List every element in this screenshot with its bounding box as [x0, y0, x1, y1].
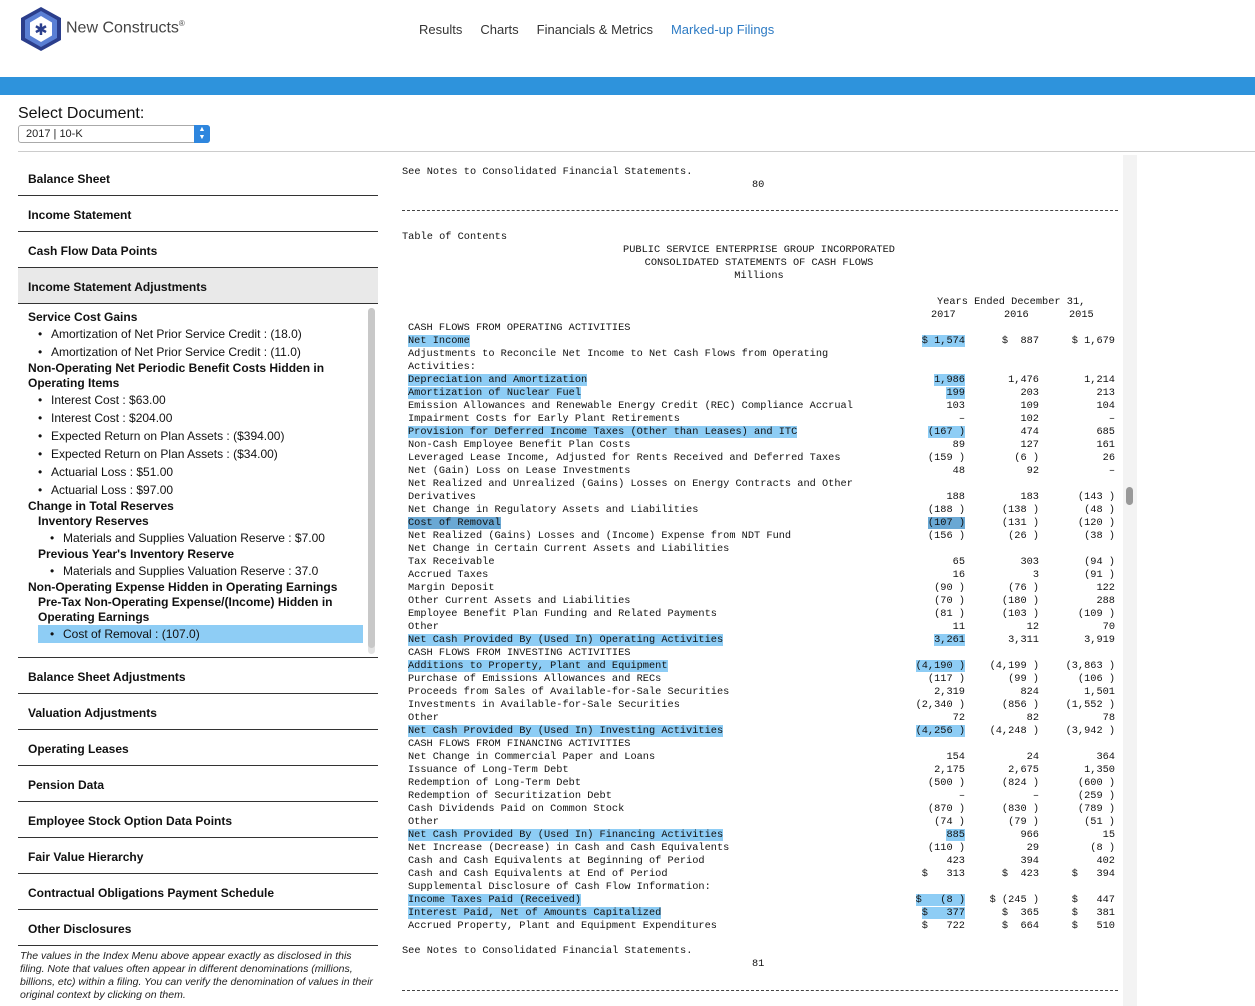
statement-value: 1,214: [1084, 374, 1115, 386]
statement-row-label: Other: [408, 712, 439, 724]
section-valuation-adjustments[interactable]: Valuation Adjustments: [18, 694, 378, 730]
company-name: PUBLIC SERVICE ENTERPRISE GROUP INCORPORATED: [623, 244, 895, 256]
statement-row-label: Derivatives: [408, 491, 476, 503]
section-fair-value-hierarchy[interactable]: Fair Value Hierarchy: [18, 838, 378, 874]
sub-item[interactable]: • Interest Cost : $63.00: [18, 391, 378, 409]
statement-value: (131 ): [1001, 517, 1039, 529]
statement-value: (870 ): [927, 803, 965, 815]
statement-row-label: Supplemental Disclosure of Cash Flow Information:: [408, 881, 711, 893]
statement-row-label[interactable]: Additions to Property, Plant and Equipment: [408, 660, 668, 672]
see-notes-text: See Notes to Consolidated Financial Statements.: [402, 166, 693, 178]
section-income-statement[interactable]: Income Statement: [18, 196, 378, 232]
subpanel-scrollbar-thumb[interactable]: [368, 308, 375, 648]
years-header: Years Ended December 31,: [937, 296, 1086, 308]
statement-row-label: Cash Dividends Paid on Common Stock: [408, 803, 625, 815]
statement-value[interactable]: (107 ): [927, 517, 965, 529]
statement-value: $ 664: [1001, 920, 1039, 932]
statement-title: CONSOLIDATED STATEMENTS OF CASH FLOWS: [644, 257, 874, 269]
nav-marked-up-filings[interactable]: Marked-up Filings: [670, 22, 775, 37]
statement-value: –: [1108, 465, 1115, 477]
statement-value: 2,319: [934, 686, 965, 698]
statement-value[interactable]: 1,986: [934, 374, 965, 386]
statement-row-label: CASH FLOWS FROM FINANCING ACTIVITIES: [408, 738, 631, 750]
statement-row-label: Cash and Cash Equivalents at Beginning of Period: [408, 855, 705, 867]
statement-value: –: [1108, 413, 1115, 425]
statement-row-label: Redemption of Securitization Debt: [408, 790, 612, 802]
page-number: 80: [752, 179, 765, 191]
statement-value: (51 ): [1084, 816, 1115, 828]
statement-value: (90 ): [934, 582, 965, 594]
statement-value: (1,552 ): [1065, 699, 1115, 711]
statement-row-label: Net Increase (Decrease) in Cash and Cash Equivalents: [408, 842, 730, 854]
statement-value: (143 ): [1077, 491, 1115, 503]
statement-value: (120 ): [1077, 517, 1115, 529]
sub-heading: Non-Operating Expense Hidden in Operating Earnings: [28, 580, 338, 594]
index-menu-note: The values in the Index Menu above appear exactly as disclosed in this filing. Note that values often appear in different denominations (millions, billions, etc) within a filing. You can verify the denomination of values in their original context by clicking on them.: [20, 950, 373, 1001]
statement-row-label: Proceeds from Sales of Available-for-Sale Securities: [408, 686, 730, 698]
statement-row-label: Margin Deposit: [408, 582, 495, 594]
statement-row-label: Impairment Costs for Early Plant Retirements: [408, 413, 680, 425]
statement-value: 104: [1096, 400, 1115, 412]
statement-value: (74 ): [934, 816, 965, 828]
statement-value: (3,942 ): [1065, 725, 1115, 737]
statement-value: –: [958, 790, 965, 802]
statement-row-label: CASH FLOWS FROM INVESTING ACTIVITIES: [408, 647, 631, 659]
brand-trademark: ®: [178, 19, 185, 28]
statement-value[interactable]: (4,256 ): [915, 725, 965, 737]
statement-value: 1,350: [1084, 764, 1115, 776]
statement-value: 2,175: [934, 764, 965, 776]
statement-value: 474: [1020, 426, 1039, 438]
statement-row-label: Redemption of Long-Term Debt: [408, 777, 582, 789]
statement-value: (94 ): [1084, 556, 1115, 568]
statement-value: $ 423: [1001, 868, 1039, 880]
statement-value: (91 ): [1084, 569, 1115, 581]
page-break: [402, 990, 1118, 991]
statement-value: $ 1,679: [1071, 335, 1115, 347]
statement-value[interactable]: (4,190 ): [915, 660, 965, 672]
statement-row-label: Investments in Available-for-Sale Securities: [408, 699, 680, 711]
statement-value: 12: [1026, 621, 1039, 633]
sub-heading: Service Cost Gains: [28, 310, 138, 324]
toc-link: Table of Contents: [402, 231, 508, 243]
year-2016: 2016: [1004, 309, 1029, 321]
statement-value: 11: [952, 621, 965, 633]
statement-value: (4,248 ): [989, 725, 1039, 737]
statement-value: (48 ): [1084, 504, 1115, 516]
statement-row-label[interactable]: Net Cash Provided By (Used In) Financing Activities: [408, 829, 724, 841]
statement-value[interactable]: (167 ): [927, 426, 965, 438]
statement-row-label[interactable]: Depreciation and Amortization: [408, 374, 588, 386]
statement-value: 15: [1102, 829, 1115, 841]
statement-value: $ 447: [1071, 894, 1115, 906]
statement-row-label[interactable]: Cost of Removal: [408, 517, 501, 529]
sub-item[interactable]: • Expected Return on Plan Assets : ($394.00): [18, 427, 378, 445]
statement-value: (830 ): [1001, 803, 1039, 815]
statement-value: (259 ): [1077, 790, 1115, 802]
statement-value: –: [958, 413, 965, 425]
statement-row-label: Accrued Taxes: [408, 569, 489, 581]
select-arrows-icon: ▲ ▼: [194, 125, 210, 143]
select-document-label: Select Document:: [18, 105, 145, 122]
sub-item[interactable]: • Materials and Supplies Valuation Reserve : 37.0: [28, 562, 378, 580]
sub-item[interactable]: • Materials and Supplies Valuation Reserve : $7.00: [28, 529, 378, 547]
statement-value: (26 ): [1008, 530, 1039, 542]
statement-value: 82: [1026, 712, 1039, 724]
nav-charts[interactable]: Charts: [480, 22, 519, 37]
statement-value: (99 ): [1008, 673, 1039, 685]
statement-value: $ 313: [921, 868, 965, 880]
sub-heading: Inventory Reserves: [38, 514, 149, 528]
statement-value: 183: [1020, 491, 1039, 503]
section-other-disclosures[interactable]: Other Disclosures: [18, 910, 378, 946]
sub-heading: Pre-Tax Non-Operating Expense/(Income) Hidden in Operating Earnings: [38, 595, 333, 624]
sub-item[interactable]: • Amortization of Net Prior Service Credit : (18.0): [18, 325, 378, 343]
statement-value: (2,340 ): [915, 699, 965, 711]
accent-bar: [0, 77, 1255, 95]
statement-row-label: Net Realized (Gains) Losses and (Income) Expense from NDT Fund: [408, 530, 792, 542]
statement-value: (138 ): [1001, 504, 1039, 516]
statement-value: 102: [1020, 413, 1039, 425]
statement-value: (4,199 ): [989, 660, 1039, 672]
statement-value: (159 ): [927, 452, 965, 464]
statement-value: (70 ): [934, 595, 965, 607]
statement-value: (81 ): [934, 608, 965, 620]
sub-heading: Non-Operating Net Periodic Benefit Costs Hidden in Operating Items: [28, 361, 325, 390]
statement-value: (38 ): [1084, 530, 1115, 542]
sub-item-selected[interactable]: • Cost of Removal : (107.0): [38, 625, 363, 643]
statement-value: 89: [952, 439, 965, 451]
statement-row-label: Net Realized and Unrealized (Gains) Losses on Energy Contracts and Other: [408, 478, 853, 490]
statement-row-label: Other: [408, 621, 439, 633]
page-number: 81: [752, 958, 765, 970]
statement-row-label: Activities:: [408, 361, 476, 373]
statement-value[interactable]: 199: [946, 387, 965, 399]
statement-value: 24: [1026, 751, 1039, 763]
statement-value: (180 ): [1001, 595, 1039, 607]
statement-value: 3,311: [1008, 634, 1039, 646]
statement-value: 303: [1020, 556, 1039, 568]
statement-row-label: Tax Receivable: [408, 556, 495, 568]
statement-value: (6 ): [1014, 452, 1039, 464]
statement-value: (106 ): [1077, 673, 1115, 685]
sub-heading: Change in Total Reserves: [28, 499, 174, 513]
statement-value: (188 ): [927, 504, 965, 516]
svg-text:✱: ✱: [34, 20, 48, 39]
statement-value: $ 381: [1071, 907, 1115, 919]
section-cash-flow-data-points[interactable]: Cash Flow Data Points: [18, 232, 378, 268]
page-break: [402, 210, 1118, 211]
statement-value: $ 365: [1001, 907, 1039, 919]
nav-financials-metrics[interactable]: Financials & Metrics: [536, 22, 653, 37]
section-contractual-obligations-payment-schedule[interactable]: Contractual Obligations Payment Schedule: [18, 874, 378, 910]
statement-value: (600 ): [1077, 777, 1115, 789]
statement-value: (103 ): [1001, 608, 1039, 620]
sub-item[interactable]: • Amortization of Net Prior Service Credit : (11.0): [18, 343, 378, 361]
statement-value: –: [1032, 790, 1039, 802]
section-operating-leases[interactable]: Operating Leases: [18, 730, 378, 766]
statement-value: 966: [1020, 829, 1039, 841]
document-select-value: 2017 | 10-K: [26, 128, 83, 140]
see-notes-text: See Notes to Consolidated Financial Statements.: [402, 945, 693, 957]
statement-value: 154: [946, 751, 965, 763]
document-select[interactable]: [18, 125, 210, 143]
statement-row-label: Accrued Property, Plant and Equipment Expenditures: [408, 920, 717, 932]
sub-heading: Previous Year's Inventory Reserve: [38, 547, 235, 561]
statement-row-label: Adjustments to Reconcile Net Income to Net Cash Flows from Operating: [408, 348, 829, 360]
statement-value: $ 394: [1071, 868, 1115, 880]
statement-value: 188: [946, 491, 965, 503]
section-income-statement-adjustments[interactable]: Income Statement Adjustments: [18, 268, 378, 304]
statement-row-label: Employee Benefit Plan Funding and Related Payments: [408, 608, 717, 620]
statement-row-label: Emission Allowances and Renewable Energy Credit (REC) Compliance Accrual: [408, 400, 853, 412]
statement-value: 48: [952, 465, 965, 477]
nav-results[interactable]: Results: [419, 22, 463, 37]
statement-value: 161: [1096, 439, 1115, 451]
section-pension-data[interactable]: Pension Data: [18, 766, 378, 802]
statement-row-label: Leveraged Lease Income, Adjusted for Rents Received and Deferred Taxes: [408, 452, 841, 464]
sub-item[interactable]: • Expected Return on Plan Assets : ($34.00): [18, 445, 378, 463]
statement-value[interactable]: $ (8 ): [915, 894, 965, 906]
statement-value: 3: [1032, 569, 1039, 581]
statement-value: 203: [1020, 387, 1039, 399]
statement-value[interactable]: $ 377: [921, 907, 965, 919]
statement-value: 394: [1020, 855, 1039, 867]
statement-value: 213: [1096, 387, 1115, 399]
statement-row-label: Net (Gain) Loss on Lease Investments: [408, 465, 631, 477]
statement-row-label: Net Change in Commercial Paper and Loans: [408, 751, 656, 763]
statement-value: 288: [1096, 595, 1115, 607]
statement-value: 29: [1026, 842, 1039, 854]
statement-value: 127: [1020, 439, 1039, 451]
sub-item[interactable]: • Actuarial Loss : $97.00: [18, 481, 378, 499]
statement-value: (500 ): [927, 777, 965, 789]
document-scrollbar[interactable]: [1123, 155, 1137, 1006]
statement-value: 824: [1020, 686, 1039, 698]
divider: [18, 151, 1255, 152]
statement-value: 65: [952, 556, 965, 568]
statement-value: (110 ): [927, 842, 965, 854]
statement-row-label: Other: [408, 816, 439, 828]
statement-value: 364: [1096, 751, 1115, 763]
statement-value: 402: [1096, 855, 1115, 867]
statement-value: 92: [1026, 465, 1039, 477]
filing-document: [395, 155, 1123, 1006]
section-balance-sheet-adjustments[interactable]: Balance Sheet Adjustments: [18, 658, 378, 694]
statement-row-label[interactable]: Provision for Deferred Income Taxes (Other than Leases) and ITC: [408, 426, 798, 438]
statement-value: (824 ): [1001, 777, 1039, 789]
statement-row-label: CASH FLOWS FROM OPERATING ACTIVITIES: [408, 322, 631, 334]
statement-value: $ 887: [1001, 335, 1039, 347]
statement-value: $ (245 ): [989, 894, 1039, 906]
statement-row-label: Issuance of Long-Term Debt: [408, 764, 569, 776]
statement-value[interactable]: 885: [946, 829, 965, 841]
statement-value: (856 ): [1001, 699, 1039, 711]
statement-row-label[interactable]: Income Taxes Paid (Received): [408, 894, 582, 906]
statement-value: 72: [952, 712, 965, 724]
statement-row-label: Purchase of Emissions Allowances and RECs: [408, 673, 662, 685]
year-2017: 2017: [931, 309, 956, 321]
statement-row-label[interactable]: Amortization of Nuclear Fuel: [408, 387, 582, 399]
statement-value: (156 ): [927, 530, 965, 542]
statement-value: (79 ): [1008, 816, 1039, 828]
statement-value[interactable]: 3,261: [934, 634, 965, 646]
sub-item[interactable]: • Actuarial Loss : $51.00: [18, 463, 378, 481]
statement-row-label: Non-Cash Employee Benefit Plan Costs: [408, 439, 631, 451]
statement-value: 103: [946, 400, 965, 412]
brand-name[interactable]: [66, 19, 185, 37]
statement-value[interactable]: $ 1,574: [921, 335, 965, 347]
statement-value: (8 ): [1090, 842, 1115, 854]
statement-value: 423: [946, 855, 965, 867]
subpanel-scrollbar[interactable]: [368, 308, 375, 654]
statement-value: 26: [1102, 452, 1115, 464]
adjustments-subpanel: [18, 304, 378, 658]
statement-value: (789 ): [1077, 803, 1115, 815]
statement-row-label[interactable]: Net Cash Provided By (Used In) Investing Activities: [408, 725, 724, 737]
statement-row-label[interactable]: Net Cash Provided By (Used In) Operating Activities: [408, 634, 724, 646]
statement-value: 1,501: [1084, 686, 1115, 698]
new-constructs-logo-icon[interactable]: [18, 6, 64, 52]
section-employee-stock-option-data-points[interactable]: Employee Stock Option Data Points: [18, 802, 378, 838]
document-scrollbar-thumb[interactable]: [1126, 487, 1133, 505]
section-balance-sheet[interactable]: Balance Sheet: [18, 160, 378, 196]
statement-row-label: Net Change in Regulatory Assets and Liabilities: [408, 504, 699, 516]
statement-value: 70: [1102, 621, 1115, 633]
statement-value: 685: [1096, 426, 1115, 438]
brand-text: New Constructs: [66, 19, 179, 37]
statement-value: $ 510: [1071, 920, 1115, 932]
statement-value: (109 ): [1077, 608, 1115, 620]
statement-value: 78: [1102, 712, 1115, 724]
header: [0, 0, 1255, 77]
statement-row-label: Other Current Assets and Liabilities: [408, 595, 631, 607]
statement-value: $ 722: [921, 920, 965, 932]
top-nav: [419, 22, 774, 37]
sub-item[interactable]: • Interest Cost : $204.00: [18, 409, 378, 427]
units: Millions: [734, 270, 784, 282]
statement-value: 3,919: [1084, 634, 1115, 646]
statement-value: 109: [1020, 400, 1039, 412]
statement-row-label: Cash and Cash Equivalents at End of Period: [408, 868, 668, 880]
statement-row-label[interactable]: Net Income: [408, 335, 470, 347]
statement-value: (117 ): [927, 673, 965, 685]
statement-value: (76 ): [1008, 582, 1039, 594]
year-2015: 2015: [1069, 309, 1094, 321]
statement-row-label: Net Change in Certain Current Assets and Liabilities: [408, 543, 730, 555]
statement-value: 2,675: [1008, 764, 1039, 776]
statement-value: 16: [952, 569, 965, 581]
index-menu: [18, 160, 378, 946]
statement-value: 122: [1096, 582, 1115, 594]
statement-value: (3,863 ): [1065, 660, 1115, 672]
statement-row-label[interactable]: Interest Paid, Net of Amounts Capitalized: [408, 907, 662, 919]
statement-value: 1,476: [1008, 374, 1039, 386]
